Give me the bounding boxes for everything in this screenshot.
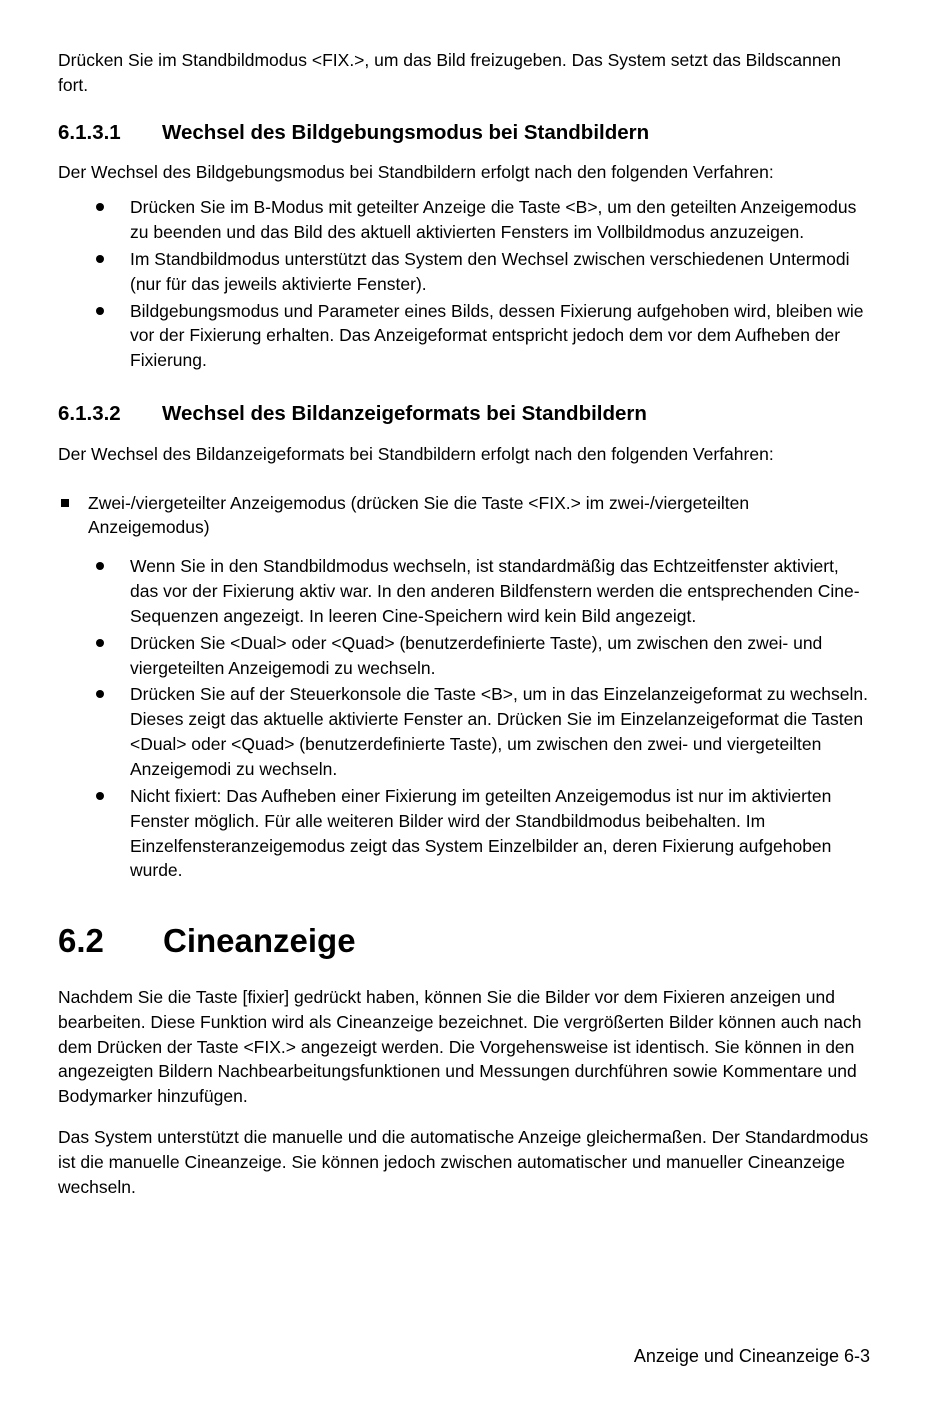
paragraph-spacer [58,477,870,491]
list-item-text: Wenn Sie in den Standbildmodus wechseln, ist standardmäßig das Echtzeitfenster aktiviert, das vor der Fixierung aktiv war. In den anderen Bildfenstern werden die entsprechenden Cine-Sequenzen angezeigt. In leeren Cine-Speichern wird kein Bild angezeigt. [130,556,860,626]
heading-number: 6.1.3.1 [58,120,121,144]
list-item [58,247,870,297]
list-item-text: Drücken Sie <Dual> oder <Quad> (benutzerdefinierte Taste), um zwischen den zwei- und viergeteilten Anzeigemodi zu wechseln. [130,632,823,678]
heading-number: 6.2 [58,922,104,960]
list-spacer [58,540,870,554]
list-item-text: Nicht fixiert: Das Aufheben einer Fixierung im geteilten Anzeigemodus ist nur im aktivierten Fenster möglich. Für alle weiteren Bilder wird der Standbildmodus beibehalten. Im Einzelfensteranzeigemodus zeigt das System Einzelbilder an, deren Fixierung aufgehoben wurde. [130,785,832,881]
heading-6-1-3-2 [58,401,870,428]
section-spacer [58,375,870,401]
bullet-dot-icon [96,690,104,698]
paragraph-6-2-1: Nachdem Sie die Taste [fixier] gedrückt haben, können Sie die Bilder vor dem Fixieren anzeigen und bearbeiten. Diese Funktion wird als Cineanzeige bezeichnet. Die vergrößerten Bilder können auch nach dem Drücken der Taste <FIX.> angezeigt werden. Die Vorgehensweise ist identisch. Sie können in den angezeigten Bildern Nachbearbeitungsfunktionen und Messungen durchführen sowie Kommentare und Bodymarker hinzufügen. [58,986,862,1107]
heading-6-1-3-1 [58,120,870,147]
bullet-dot-icon [96,562,104,570]
list-item [58,784,870,883]
bullet-dot-icon [96,792,104,800]
bullet-dot-icon [96,203,104,211]
intro-paragraph: Drücken Sie im Standbildmodus <FIX.>, um das Bild freizugeben. Das System setzt das Bildscannen fort. [58,50,842,95]
list-item-text: Zwei-/viergeteilter Anzeigemodus (drücken Sie die Taste <FIX.> im zwei-/viergeteilten Anzeigemodus) [88,492,750,538]
bullet-list-6-1-3-2 [58,554,870,883]
bullet-dot-icon [96,255,104,263]
list-item [58,195,870,245]
bullet-square-icon [61,499,69,507]
list-item [58,631,870,681]
bullet-list-6-1-3-1 [58,195,870,373]
lead-6-1-3-2: Der Wechsel des Bildanzeigeformats bei Standbildern erfolgt nach den folgenden Verfahren: [58,443,774,464]
list-item-text: Drücken Sie im B-Modus mit geteilter Anzeige die Taste <B>, um den geteilten Anzeigemodus zu beenden und das Bild des aktuell aktivierten Fensters im Vollbildmodus anzuzeigen. [130,197,857,243]
heading-title: Wechsel des Bildgebungsmodus bei Standbildern [162,120,650,144]
bullet-dot-icon [96,307,104,315]
list-item [58,682,870,781]
heading-number: 6.1.3.2 [58,402,121,426]
list-item-text: Bildgebungsmodus und Parameter eines Bilds, dessen Fixierung aufgehoben wird, bleiben wie vor der Fixierung erhalten. Das Anzeigeformat entspricht jedoch dem vor dem Aufheben der Fixierung. [130,300,864,371]
page-footer: Anzeige und Cineanzeige 6-3 [633,1345,870,1366]
list-item [58,299,870,374]
heading-title: Cineanzeige [163,922,356,960]
heading-title: Wechsel des Bildanzeigeformats bei Standbildern [162,402,647,426]
list-item [58,491,870,541]
heading-6-2 [58,921,870,961]
list-item-text: Im Standbildmodus unterstützt das System den Wechsel zwischen verschiedenen Untermodi (nur für das jeweils aktivierte Fenster). [130,248,850,294]
paragraph-6-2-2: Das System unterstützt die manuelle und die automatische Anzeige gleichermaßen. Der Standardmodus ist die manuelle Cineanzeige. Sie können jedoch zwischen automatischer und manueller Cineanzeige wechseln. [58,1127,869,1197]
bullet-dot-icon [96,639,104,647]
list-item-text: Drücken Sie auf der Steuerkonsole die Taste <B>, um in das Einzelanzeigeformat zu wechseln. Dieses zeigt das aktuelle aktivierte Fenster an. Drücken Sie im Einzelanzeigeformat die Tasten <Dual> oder <Quad> (benutzerdefinierte Taste), um zwischen den zwei- und viergeteilten Anzeigemodi zu wechseln. [130,684,869,779]
lead-6-1-3-1: Der Wechsel des Bildgebungsmodus bei Standbildern erfolgt nach den folgenden Verfahren: [58,162,774,183]
list-item [58,554,870,629]
square-list-6-1-3-2 [58,491,870,541]
